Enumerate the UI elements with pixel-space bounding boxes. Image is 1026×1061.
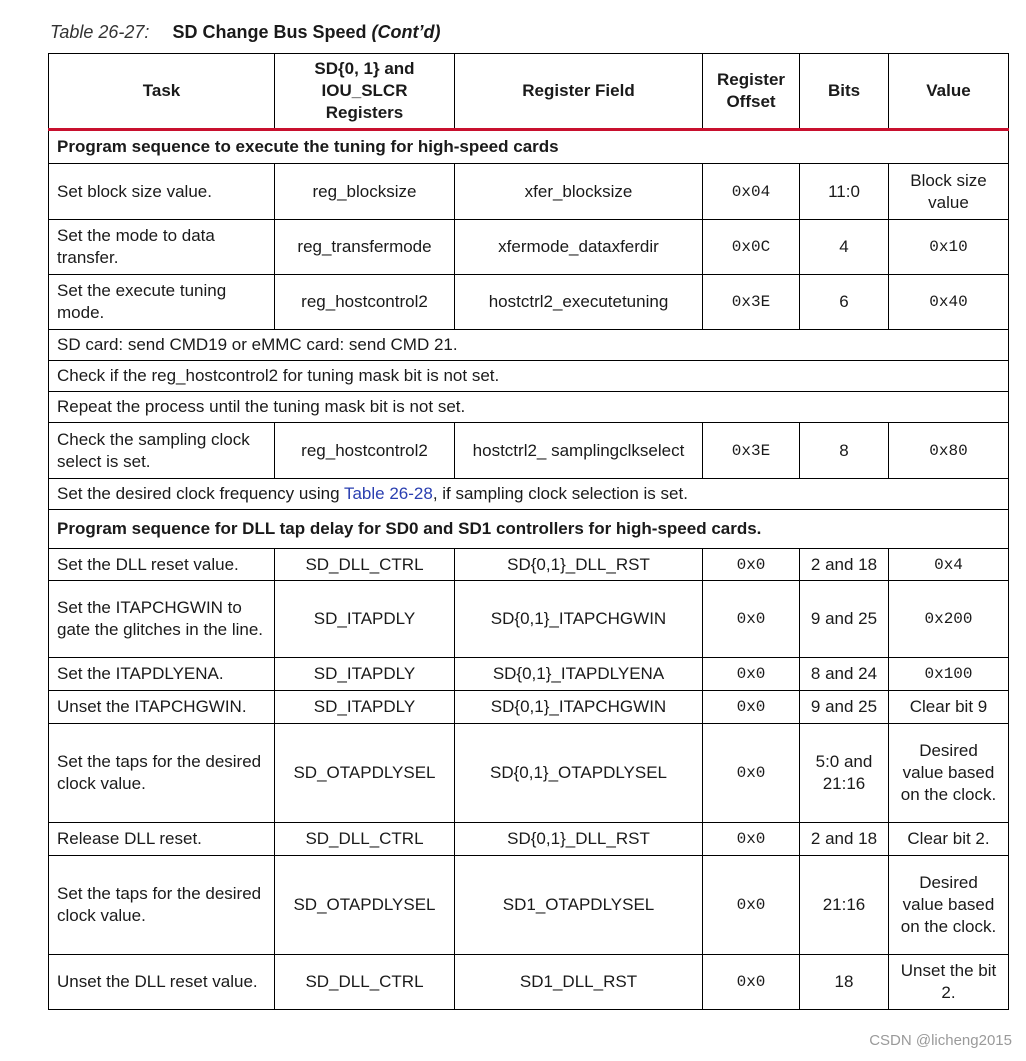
table-row xyxy=(49,220,1009,275)
cell-bits: 8 xyxy=(800,423,889,479)
cell-register: reg_hostcontrol2 xyxy=(275,423,455,479)
cell-task: Set the mode to data transfer. xyxy=(49,220,275,275)
cell-task: Set the ITAPCHGWIN to gate the glitches in the line. xyxy=(49,581,275,658)
note-row xyxy=(49,392,1009,423)
cell-bits: 8 and 24 xyxy=(800,658,889,691)
cell-bits: 18 xyxy=(800,955,889,1010)
cell-field: SD1_DLL_RST xyxy=(455,955,703,1010)
cell-offset: 0x0 xyxy=(703,549,800,581)
cell-register: reg_transfermode xyxy=(275,220,455,275)
cell-field: SD{0,1}_DLL_RST xyxy=(455,823,703,856)
cell-register: SD_DLL_CTRL xyxy=(275,549,455,581)
cell-value: Clear bit 9 xyxy=(889,691,1009,724)
header-register-field: Register Field xyxy=(455,54,703,130)
cell-task: Unset the ITAPCHGWIN. xyxy=(49,691,275,724)
cell-task: Set the execute tuning mode. xyxy=(49,275,275,330)
cell-offset: 0x0 xyxy=(703,581,800,658)
register-table xyxy=(48,53,1009,1010)
note-check-mask: Check if the reg_hostcontrol2 for tuning mask bit is not set. xyxy=(49,361,1009,392)
section-row xyxy=(49,130,1009,164)
note-clock-frequency xyxy=(49,479,1009,510)
note-row xyxy=(49,361,1009,392)
table-row xyxy=(49,658,1009,691)
cell-field: SD{0,1}_OTAPDLYSEL xyxy=(455,724,703,823)
note-text-after: , if sampling clock selection is set. xyxy=(432,484,688,503)
cell-field: SD{0,1}_ITAPCHGWIN xyxy=(455,691,703,724)
section-row xyxy=(49,510,1009,549)
cell-register: SD_DLL_CTRL xyxy=(275,823,455,856)
note-repeat: Repeat the process until the tuning mask bit is not set. xyxy=(49,392,1009,423)
note-row xyxy=(49,330,1009,361)
table-row xyxy=(49,275,1009,330)
cell-field: xfermode_dataxferdir xyxy=(455,220,703,275)
table-row xyxy=(49,423,1009,479)
cell-field: SD{0,1}_DLL_RST xyxy=(455,549,703,581)
note-text-before: Set the desired clock frequency using xyxy=(57,484,344,503)
cell-bits: 11:0 xyxy=(800,164,889,220)
cell-value: Desired value based on the clock. xyxy=(889,724,1009,823)
table-26-28-link[interactable]: Table 26-28 xyxy=(343,484,433,503)
note-row xyxy=(49,479,1009,510)
cell-value: 0x80 xyxy=(889,423,1009,479)
table-row xyxy=(49,823,1009,856)
cell-register: SD_ITAPDLY xyxy=(275,691,455,724)
cell-offset: 0x0 xyxy=(703,691,800,724)
cell-value: Unset the bit 2. xyxy=(889,955,1009,1010)
cell-task: Set the taps for the desired clock value. xyxy=(49,856,275,955)
cell-task: Unset the DLL reset value. xyxy=(49,955,275,1010)
cell-task: Set the ITAPDLYENA. xyxy=(49,658,275,691)
cell-field: hostctrl2_executetuning xyxy=(455,275,703,330)
cell-task: Set block size value. xyxy=(49,164,275,220)
watermark: CSDN @licheng2015 xyxy=(869,1032,1012,1049)
table-row xyxy=(49,549,1009,581)
table-row xyxy=(49,856,1009,955)
cell-register: SD_ITAPDLY xyxy=(275,658,455,691)
note-send-cmd: SD card: send CMD19 or eMMC card: send CMD 21. xyxy=(49,330,1009,361)
cell-value: 0x100 xyxy=(889,658,1009,691)
cell-value: Clear bit 2. xyxy=(889,823,1009,856)
cell-field: xfer_blocksize xyxy=(455,164,703,220)
table-cont-label: (Cont’d) xyxy=(371,22,441,42)
table-row xyxy=(49,691,1009,724)
cell-value: 0x40 xyxy=(889,275,1009,330)
header-value: Value xyxy=(889,54,1009,130)
cell-bits: 6 xyxy=(800,275,889,330)
table-number: Table 26-27: xyxy=(50,22,150,42)
cell-bits: 2 and 18 xyxy=(800,823,889,856)
cell-offset: 0x0 xyxy=(703,856,800,955)
header-registers: SD{0, 1} and IOU_SLCR Registers xyxy=(275,54,455,130)
cell-register: SD_DLL_CTRL xyxy=(275,955,455,1010)
cell-value: 0x10 xyxy=(889,220,1009,275)
table-title: SD Change Bus Speed xyxy=(172,22,367,42)
cell-value: Desired value based on the clock. xyxy=(889,856,1009,955)
header-bits: Bits xyxy=(800,54,889,130)
cell-field: hostctrl2_ samplingclkselect xyxy=(455,423,703,479)
table-caption xyxy=(50,20,440,44)
cell-value: Block size value xyxy=(889,164,1009,220)
cell-value: 0x4 xyxy=(889,549,1009,581)
cell-offset: 0x3E xyxy=(703,423,800,479)
header-register-offset: Register Offset xyxy=(703,54,800,130)
cell-bits: 9 and 25 xyxy=(800,691,889,724)
cell-offset: 0x0 xyxy=(703,823,800,856)
cell-register: SD_ITAPDLY xyxy=(275,581,455,658)
cell-bits: 9 and 25 xyxy=(800,581,889,658)
cell-task: Check the sampling clock select is set. xyxy=(49,423,275,479)
section-title-tuning: Program sequence to execute the tuning for high-speed cards xyxy=(49,130,1009,164)
table-row xyxy=(49,955,1009,1010)
cell-register: reg_blocksize xyxy=(275,164,455,220)
header-task: Task xyxy=(49,54,275,130)
cell-task: Release DLL reset. xyxy=(49,823,275,856)
header-row xyxy=(49,54,1009,130)
table-row xyxy=(49,581,1009,658)
cell-task: Set the taps for the desired clock value. xyxy=(49,724,275,823)
cell-task: Set the DLL reset value. xyxy=(49,549,275,581)
table-row xyxy=(49,724,1009,823)
cell-register: SD_OTAPDLYSEL xyxy=(275,856,455,955)
cell-field: SD1_OTAPDLYSEL xyxy=(455,856,703,955)
cell-offset: 0x0 xyxy=(703,724,800,823)
cell-value: 0x200 xyxy=(889,581,1009,658)
cell-offset: 0x3E xyxy=(703,275,800,330)
cell-offset: 0x0C xyxy=(703,220,800,275)
cell-register: reg_hostcontrol2 xyxy=(275,275,455,330)
cell-offset: 0x04 xyxy=(703,164,800,220)
cell-field: SD{0,1}_ITAPCHGWIN xyxy=(455,581,703,658)
cell-offset: 0x0 xyxy=(703,955,800,1010)
cell-offset: 0x0 xyxy=(703,658,800,691)
cell-bits: 2 and 18 xyxy=(800,549,889,581)
table-row xyxy=(49,164,1009,220)
cell-bits: 21:16 xyxy=(800,856,889,955)
cell-bits: 4 xyxy=(800,220,889,275)
section-title-dll: Program sequence for DLL tap delay for SD0 and SD1 controllers for high-speed cards. xyxy=(49,510,1009,549)
cell-field: SD{0,1}_ITAPDLYENA xyxy=(455,658,703,691)
cell-register: SD_OTAPDLYSEL xyxy=(275,724,455,823)
cell-bits: 5:0 and 21:16 xyxy=(800,724,889,823)
